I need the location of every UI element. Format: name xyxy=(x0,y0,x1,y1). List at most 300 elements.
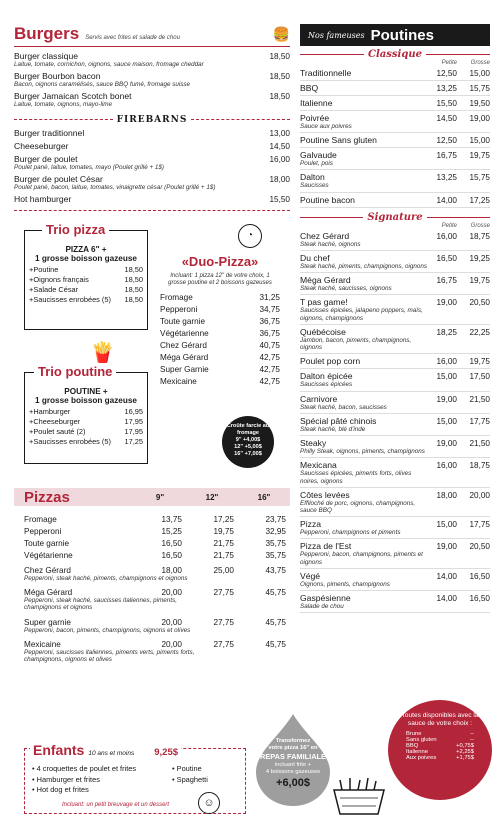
poutine-desc: Sauce aux poivres xyxy=(300,123,352,130)
poutine-name: Pizza de l'Est xyxy=(300,541,352,552)
poutine-price-grosse: 17,75 xyxy=(469,520,490,530)
col-grosse: Grosse xyxy=(470,222,490,229)
poutine-price-petite: 15,00 xyxy=(436,372,457,382)
trio-pizza-head1: PIZZA 6" + xyxy=(65,245,107,254)
item-name: Burger Jamaican Scotch bonet xyxy=(14,91,132,102)
poutine-prices xyxy=(430,594,490,603)
item-price: 40,75 xyxy=(259,340,280,350)
enfants-item: • Spaghetti xyxy=(172,774,208,784)
poutine-row xyxy=(300,438,490,448)
poutine-price-grosse: 17,75 xyxy=(469,416,490,426)
signature-list xyxy=(300,229,490,614)
poutine-item xyxy=(300,517,490,539)
pizza-name: Fromage xyxy=(24,515,57,524)
pizza-item xyxy=(24,515,286,524)
pizza-name: Super garnie xyxy=(24,617,71,627)
list-item xyxy=(160,341,280,350)
item-price: 34,75 xyxy=(259,304,280,314)
poutine-name: Pizza xyxy=(300,519,322,530)
pizza-row xyxy=(24,566,286,575)
item-name: +Cheeseburger xyxy=(29,417,81,426)
poutine-prices xyxy=(430,136,490,145)
poutine-price-petite: 16,50 xyxy=(436,253,457,263)
pizza-price: 27,75 xyxy=(213,617,234,627)
list-item xyxy=(29,417,143,426)
item-name: Burger de poulet xyxy=(14,153,78,164)
familial-l5: 4 boissons gazeuses xyxy=(265,768,321,775)
poutine-item xyxy=(300,354,490,369)
poutine-prices xyxy=(430,491,490,500)
poutine-item xyxy=(300,133,490,148)
sauce-name: Brune xyxy=(406,731,422,738)
poutine-price-petite: 15,50 xyxy=(436,99,457,108)
poutine-row xyxy=(300,297,490,307)
poutine-prices xyxy=(430,232,490,241)
pizza-item xyxy=(24,618,286,634)
familial-drop xyxy=(254,712,332,808)
poutine-row xyxy=(300,253,490,263)
poutine-name: Spécial pâté chinois xyxy=(300,415,377,426)
pizza-item xyxy=(24,527,286,536)
pizza-price: 20,00 xyxy=(161,588,182,598)
pizza-price: 45,75 xyxy=(265,588,286,598)
familial-l1: Transformez xyxy=(275,738,311,744)
poutines-banner-a: Nos fameuses xyxy=(308,30,365,40)
poutine-price-petite: 16,00 xyxy=(436,357,457,367)
item-name: +Saucisses enrobées (5) xyxy=(29,437,111,446)
menu-item-row xyxy=(14,71,290,81)
item-price: 42,75 xyxy=(259,352,280,362)
poutine-price-grosse: 21,50 xyxy=(469,439,490,449)
poutine-price-petite: 16,75 xyxy=(436,276,457,286)
pizza-desc: Pepperoni, saucisses italiennes, piments verts, piments forts, champignons, oignons et olives xyxy=(24,648,195,664)
poutine-name: BBQ xyxy=(300,83,319,93)
poutine-prices xyxy=(430,254,490,263)
poutine-price-grosse: 18,75 xyxy=(469,231,490,241)
item-price: 18,50 xyxy=(124,275,143,284)
menu-item-row xyxy=(14,51,290,61)
enfants-right-list xyxy=(172,764,208,785)
poutine-row xyxy=(300,571,490,581)
poutine-item xyxy=(300,325,490,354)
poutine-desc: Steak haché, saucisses, oignons xyxy=(300,285,392,293)
poutine-name: Steaky xyxy=(300,438,327,449)
menu-item-row xyxy=(14,174,290,184)
pizza-price: 45,75 xyxy=(265,639,286,649)
poutine-row xyxy=(300,356,490,366)
list-item xyxy=(29,295,143,304)
item-price: 18,50 xyxy=(269,72,290,82)
poutine-name: Végé xyxy=(300,570,321,581)
sauce-name: Italienne xyxy=(406,749,428,756)
enfants-item: • 4 croquettes de poulet et frites xyxy=(32,764,137,773)
poutine-item xyxy=(300,591,490,613)
enfants-item: • Hot dog et frites xyxy=(32,785,89,795)
pizza-name: Chez Gérard xyxy=(24,566,71,575)
item-name: Super Garnie xyxy=(160,364,209,374)
classique-header xyxy=(300,49,490,60)
poutine-row xyxy=(300,593,490,603)
item-price: 15,50 xyxy=(269,195,290,205)
pizza-row xyxy=(24,527,286,536)
sauce-name: BBQ xyxy=(406,743,419,750)
pizza-item xyxy=(24,640,286,663)
poutine-row xyxy=(300,150,490,160)
poutine-item xyxy=(300,170,490,192)
item-price: 17,95 xyxy=(124,427,143,436)
poutine-price-grosse: 21,50 xyxy=(469,394,490,404)
sauce-price: +0,75$ xyxy=(456,743,474,750)
pizza-price: 35,75 xyxy=(265,551,286,560)
signature-title: Signature xyxy=(367,211,423,223)
poutine-price-grosse: 15,00 xyxy=(469,69,490,78)
poutine-price-petite: 12,50 xyxy=(436,136,457,146)
poutine-row xyxy=(300,519,490,529)
pizza-name: Méga Gérard xyxy=(24,588,73,598)
enfants-left-list xyxy=(32,764,136,796)
trio-poutine-head1: POUTINE + xyxy=(64,387,108,396)
trio-poutine-head2: 1 grosse boisson gazeuse xyxy=(35,396,137,405)
list-item xyxy=(29,407,143,416)
poutine-price-petite: 13,25 xyxy=(436,173,457,183)
pizza-item xyxy=(24,566,286,582)
item-name: +Hamburger xyxy=(29,407,71,416)
pizza-price: 20,00 xyxy=(161,617,182,627)
enfants-note: Incluant: un petit breuvage et un dessert xyxy=(62,802,170,808)
pizza-price: 21,75 xyxy=(213,551,234,560)
poutine-row xyxy=(300,541,490,551)
poutine-desc: Poulet, pois xyxy=(300,160,333,168)
poutine-row xyxy=(300,490,490,500)
sauce-name: Sans gluten xyxy=(406,737,437,744)
list-item xyxy=(29,265,143,274)
poutines-banner xyxy=(300,24,490,46)
item-price: 14,50 xyxy=(269,141,290,151)
item-name: Mexicaine xyxy=(160,376,197,386)
pizza-price: 16,50 xyxy=(161,551,182,560)
pizza-desc: Pepperoni, steak haché, piments, champignons et oignons xyxy=(24,575,188,582)
poutine-item xyxy=(300,392,490,414)
burgers-list-classic xyxy=(14,128,290,204)
list-item xyxy=(29,285,143,294)
fries-basket-icon xyxy=(330,776,388,816)
poutine-row xyxy=(300,416,490,426)
poutine-price-petite: 12,50 xyxy=(436,69,457,78)
poutine-prices xyxy=(430,572,490,581)
poutine-price-petite: 14,00 xyxy=(436,594,457,604)
pizza-price: 25,00 xyxy=(213,566,234,575)
familial-l4: incluant frite + xyxy=(274,761,312,768)
poutine-item xyxy=(300,569,490,591)
poutine-prices xyxy=(430,461,490,470)
classique-list xyxy=(300,66,490,208)
poutine-item xyxy=(300,111,490,133)
poutine-price-grosse: 22,25 xyxy=(469,327,490,337)
poutines-section xyxy=(300,24,490,613)
pizza-price: 19,75 xyxy=(213,527,234,536)
logo-text: FIREBARNS xyxy=(116,114,188,125)
item-name: +Salade César xyxy=(29,285,79,294)
list-item xyxy=(160,317,280,326)
poutine-price-petite: 14,00 xyxy=(436,571,457,581)
menu-item xyxy=(14,128,290,138)
poutine-item xyxy=(300,273,490,295)
sauce-price: -- xyxy=(470,731,474,738)
item-name: Végétarienne xyxy=(160,328,209,338)
list-item xyxy=(160,305,280,314)
pizza-item xyxy=(24,588,286,611)
menu-item xyxy=(14,194,290,204)
poutine-item xyxy=(300,436,490,458)
poutine-name: Italienne xyxy=(300,98,333,108)
poutine-price-grosse: 16,50 xyxy=(469,594,490,604)
poutine-price-grosse: 19,75 xyxy=(469,276,490,286)
item-price: 18,50 xyxy=(124,295,143,304)
item-price: 31,25 xyxy=(259,292,280,302)
poutine-prices xyxy=(430,417,490,426)
poutine-prices xyxy=(430,114,490,123)
poutine-desc: Oignons, piments, champignons xyxy=(300,580,390,588)
poutine-name: Québécoise xyxy=(300,326,346,337)
poutine-prices xyxy=(430,84,490,93)
sauces-badge xyxy=(388,700,492,800)
poutine-price-grosse: 19,50 xyxy=(469,99,490,108)
list-item xyxy=(29,427,143,436)
burgers-list-premium xyxy=(14,51,290,109)
poutine-desc: Saucisses xyxy=(300,182,329,190)
item-name: +Oignons français xyxy=(29,275,89,284)
poutine-price-grosse: 17,25 xyxy=(469,195,490,205)
pizzas-section xyxy=(14,488,290,663)
list-item xyxy=(160,293,280,302)
enfants-title: Enfants xyxy=(33,742,85,758)
poutine-name: Carnivore xyxy=(300,393,338,404)
trio-pizza-box xyxy=(24,222,148,330)
poutine-row xyxy=(300,135,490,145)
trio-pizza-title: Trio pizza xyxy=(42,222,109,237)
list-item xyxy=(160,365,280,374)
menu-item-row xyxy=(14,91,290,101)
poutine-desc: Saucisses épicées, piments forts, olives noires, oignons xyxy=(300,470,412,485)
pizza-row xyxy=(24,640,286,649)
poutine-price-grosse: 18,75 xyxy=(469,461,490,471)
poutine-row xyxy=(300,275,490,285)
sauces-list xyxy=(400,731,480,761)
size-12: 12" xyxy=(205,492,219,502)
poutine-row xyxy=(300,113,490,123)
poutine-prices xyxy=(430,372,490,381)
item-price: 17,95 xyxy=(124,417,143,426)
item-price: 42,75 xyxy=(259,364,280,374)
classique-title: Classique xyxy=(368,49,422,60)
poutine-price-petite: 14,00 xyxy=(436,195,457,205)
poutine-desc: Salade de chou xyxy=(300,603,344,611)
pizza-name: Toute garnie xyxy=(24,539,70,548)
pizza-desc: Pepperoni, bacon, piments, champignons, oignons et olives xyxy=(24,626,191,634)
item-price: 13,00 xyxy=(269,128,290,138)
poutine-item xyxy=(300,295,490,324)
list-item xyxy=(160,377,280,386)
item-price: 42,75 xyxy=(259,376,280,386)
col-grosse: Grosse xyxy=(470,60,490,66)
poutine-item xyxy=(300,66,490,81)
poutine-name: Mexicana xyxy=(300,460,337,471)
item-price: 18,50 xyxy=(124,285,143,294)
poutine-price-grosse: 16,50 xyxy=(469,571,490,581)
poutine-price-petite: 16,00 xyxy=(436,461,457,471)
poutine-desc: Steak haché, piments, champignons, oignons xyxy=(300,262,428,270)
item-desc: Laitue, tomate, cornichon, oignons, sauce maison, fromage cheddar xyxy=(14,61,204,68)
poutine-row xyxy=(300,394,490,404)
item-name: Chez Gérard xyxy=(160,340,207,350)
poutine-desc: Pepperoni, bacon, champignons, piments et oignons xyxy=(300,551,423,566)
trio-pizza-list xyxy=(29,265,143,304)
poutine-prices xyxy=(430,328,490,337)
pizza-price: 13,75 xyxy=(161,515,182,524)
familial-l2: votre pizza 16" en xyxy=(268,745,318,752)
pizza-price: 16,50 xyxy=(161,539,182,548)
item-name: Méga Gérard xyxy=(160,352,209,362)
enfants-age: 10 ans et moins xyxy=(88,750,135,757)
item-name: Burger de poulet César xyxy=(14,173,103,184)
poutine-desc: Steak haché, oignons xyxy=(300,240,361,248)
poutine-item xyxy=(300,251,490,273)
poutine-item xyxy=(300,458,490,487)
poutine-item xyxy=(300,81,490,96)
poutine-name: Dalton épicée xyxy=(300,371,353,382)
croute-l1: 9" +4,00$ xyxy=(235,436,261,443)
poutine-name: Poivrée xyxy=(300,113,330,123)
item-desc: Poulet pané, laitue, tomates, mayo (Poulet grillé + 1$) xyxy=(14,163,164,171)
pizza-row xyxy=(24,515,286,524)
kid-face-icon: ☺ xyxy=(198,792,220,814)
poutine-prices xyxy=(430,298,490,307)
poutine-name: T pas game! xyxy=(300,297,348,308)
poutine-item xyxy=(300,414,490,436)
pizza-row xyxy=(24,551,286,560)
poutine-item xyxy=(300,539,490,568)
poutine-row xyxy=(300,327,490,337)
familial-l3: REPAS FAMILIALE xyxy=(260,752,326,762)
pizzas-title: Pizzas xyxy=(24,488,70,506)
poutine-price-grosse: 19,75 xyxy=(469,151,490,161)
poutine-row xyxy=(300,460,490,470)
item-name: Toute garnie xyxy=(160,316,206,326)
poutine-price-petite: 19,00 xyxy=(436,542,457,552)
pizza-row xyxy=(24,618,286,627)
pizza-name: Végétarienne xyxy=(24,551,73,560)
trio-poutine-box xyxy=(24,364,148,464)
poutine-item xyxy=(300,488,490,517)
poutine-name: Poutine Sans gluten xyxy=(300,135,377,146)
col-petite: Petite xyxy=(441,60,457,66)
pizza-price: 43,75 xyxy=(265,566,286,575)
item-desc: Bacon, oignons caramélisés, sauce BBQ fumé, fromage suisse xyxy=(14,81,191,89)
poutine-prices xyxy=(430,69,490,78)
poutine-desc: Saucisses épicées, jalapeno poppers, maïs, oignons, champignons xyxy=(300,307,423,322)
signature-header xyxy=(300,212,490,223)
pizza-price: 23,75 xyxy=(265,515,286,524)
combo-icon: 🍟 xyxy=(90,342,115,364)
item-name: Fromage xyxy=(160,292,193,302)
pizza-price: 27,75 xyxy=(213,639,234,649)
poutine-prices xyxy=(430,439,490,448)
poutine-name: Poulet pop corn xyxy=(300,356,361,367)
sauces-title: Toutes disponibles avec la sauce de votre choix : xyxy=(401,712,479,728)
poutine-price-petite: 14,50 xyxy=(436,114,457,123)
sauce-name: Aux poivres xyxy=(406,755,437,762)
list-item xyxy=(29,437,143,446)
poutine-price-petite: 19,00 xyxy=(436,298,457,308)
poutine-row xyxy=(300,231,490,241)
pizza-price: 17,25 xyxy=(213,515,234,524)
item-price: 17,25 xyxy=(124,437,143,446)
croute-l3: 16" +7,00$ xyxy=(234,450,262,457)
trio-pizza-head2: 1 grosse boisson gazeuse xyxy=(35,254,137,263)
item-name: Burger classique xyxy=(14,51,79,61)
item-name: +Poulet sauté (2) xyxy=(29,427,86,436)
item-price: 18,00 xyxy=(269,174,290,184)
croute-l2: 12" +5,00$ xyxy=(234,443,262,450)
poutine-name: Gaspésienne xyxy=(300,593,351,604)
poutine-row xyxy=(300,371,490,381)
pizzas-list xyxy=(14,506,290,663)
poutine-name: Chez Gérard xyxy=(300,230,350,241)
poutine-desc: Effiloché de porc, oignons, champignons, sauce BBQ xyxy=(300,499,416,514)
sauce-price: +2,25$ xyxy=(456,749,474,756)
list-item xyxy=(29,275,143,284)
item-price: 36,75 xyxy=(259,328,280,338)
poutine-item xyxy=(300,193,490,208)
pizza-row xyxy=(24,539,286,548)
poutine-price-petite: 16,00 xyxy=(436,231,457,241)
poutine-prices xyxy=(430,276,490,285)
menu-item xyxy=(14,154,290,171)
poutine-name: Traditionnelle xyxy=(300,68,352,78)
poutine-desc: Philly Steak, oignons, piments, champignons xyxy=(300,448,425,456)
poutine-price-grosse: 17,50 xyxy=(469,372,490,382)
poutine-price-petite: 19,00 xyxy=(436,439,457,449)
menu-item-row xyxy=(14,154,290,164)
poutine-prices xyxy=(430,542,490,551)
poutine-prices xyxy=(430,395,490,404)
burgers-section xyxy=(14,24,290,211)
poutine-price-grosse: 20,50 xyxy=(469,542,490,552)
poutine-name: Galvaude xyxy=(300,150,337,161)
poutine-price-grosse: 15,75 xyxy=(469,84,490,93)
menu-item xyxy=(14,71,290,88)
enfants-item: • Poutine xyxy=(172,764,202,773)
poutine-item xyxy=(300,369,490,391)
enfants-item: • Hamburger et frites xyxy=(32,774,100,784)
size-9: 9" xyxy=(155,492,165,502)
item-name: Cheeseburger xyxy=(14,140,69,151)
pizza-name: Pepperoni xyxy=(24,527,62,536)
size-16: 16" xyxy=(257,492,271,502)
item-price: 18,50 xyxy=(124,265,143,274)
poutine-name: Méga Gérard xyxy=(300,275,351,286)
poutines-banner-b: Poutines xyxy=(370,26,434,44)
poutine-desc: Steak haché, bacon, saucisses xyxy=(300,403,387,411)
burger-icon: 🍔 xyxy=(272,26,290,42)
pizza-price: 15,25 xyxy=(161,527,182,536)
poutine-item xyxy=(300,229,490,251)
pizza-icon: ◔ xyxy=(238,224,262,248)
poutine-prices xyxy=(430,99,490,108)
duo-pizza-title: «Duo-Pizza» xyxy=(181,254,259,269)
poutine-price-petite: 16,75 xyxy=(436,151,457,161)
poutine-name: Dalton xyxy=(300,172,325,183)
